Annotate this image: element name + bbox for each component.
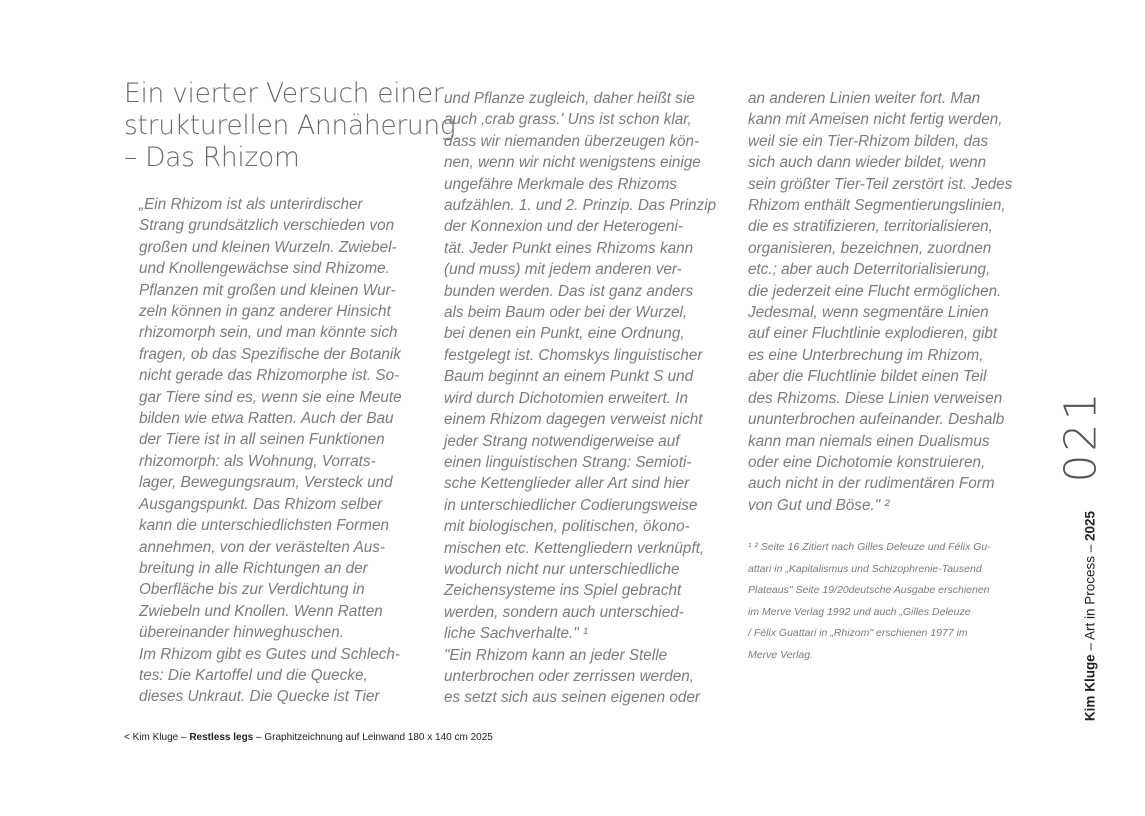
text-line: weil sie ein Tier-Rhizom bilden, das: [748, 132, 989, 150]
text-column-3: [748, 88, 1012, 516]
text-line: aber die Fluchtlinie bildet einen Teil: [748, 368, 987, 386]
text-line: und Knollengewächse sind Rhizome.: [139, 260, 390, 278]
text-line: bilden wie etwa Ratten. Auch der Bau: [139, 410, 394, 428]
text-line: Oberfläche bis zur Verdichtung in: [139, 581, 365, 599]
text-line: "Ein Rhizom kann an jeder Stelle: [444, 646, 668, 664]
text-line: zeln können in ganz anderer Hinsicht: [139, 303, 391, 321]
text-line: tes: Die Kartoffel und die Quecke,: [139, 666, 368, 684]
text-line: des Rhizoms. Diese Linien verweisen: [748, 389, 1003, 407]
text-line: wodurch nicht nur unterschiedliche: [444, 560, 680, 578]
text-line: ununterbrochen aufeinander. Deshalb: [748, 411, 1005, 429]
text-line: festgelegt ist. Chomskys linguistischer: [444, 346, 703, 364]
text-line: der Konnexion und der Heterogeni-: [444, 218, 683, 236]
text-line: auf einer Fluchtlinie explodieren, gibt: [748, 325, 998, 343]
text-line: rhizomorph: als Wohnung, Vorrats-: [139, 452, 376, 470]
text-line: aufzählen. 1. und 2. Prinzip. Das Prinzip: [444, 197, 717, 215]
text-line: der Tiere ist in all seinen Funktionen: [139, 431, 385, 449]
text-line: nen, wenn wir nicht wenigstens einige: [444, 154, 701, 172]
text-line: von Gut und Böse." ²: [748, 496, 890, 514]
text-line: rhizomorph sein, und man könnte sich: [139, 324, 398, 342]
text-line: oder eine Dichotomie konstruieren,: [748, 453, 986, 471]
text-line: unterbrochen oder zerrissen werden,: [444, 667, 694, 685]
footnote-line: ¹ ² Seite 16 Zitiert nach Gilles Deleuze und Félix Gu-: [748, 541, 991, 553]
caption-prefix: < Kim Kluge –: [124, 732, 190, 743]
text-line: die jederzeit eine Flucht ermöglichen.: [748, 282, 1002, 300]
text-line: nicht gerade das Rhizomorphe ist. So-: [139, 367, 400, 385]
caption-suffix: – Graphitzeichnung auf Leinwand 180 x 140 cm 2025: [253, 732, 493, 743]
text-line: Baum beginnt an einem Punkt S und: [444, 368, 694, 386]
text-line: Zeichensysteme ins Spiel gebracht: [444, 582, 682, 600]
text-line: sche Kettenglieder aller Art sind hier: [444, 475, 690, 493]
text-line: liche Sachverhalte." ¹: [444, 625, 589, 643]
heading-line: strukturellen Annäherung: [124, 110, 456, 141]
text-line: kann mit Ameisen nicht fertig werden,: [748, 111, 1003, 129]
text-line: auch nicht in der rudimentären Form: [748, 475, 995, 493]
text-line: es eine Unterbrechung im Rhizom,: [748, 346, 984, 364]
text-line: übereinander hinweghuschen.: [139, 624, 344, 642]
text-line: einem Rhizom dagegen verweist nicht: [444, 411, 703, 429]
text-line: jeder Strang notwendigerweise auf: [444, 432, 680, 450]
page-number: 021: [1055, 389, 1107, 483]
text-line: auch ‚crab grass.' Uns ist schon klar,: [444, 111, 692, 129]
text-line: bunden werden. Das ist ganz anders: [444, 282, 694, 300]
running-head-year: 2025: [1082, 510, 1098, 541]
footnote-line: im Merve Verlag 1992 und auch „Gilles Deleuze: [748, 605, 971, 618]
text-line: an anderen Linien weiter fort. Man: [748, 90, 981, 107]
text-column-1: [139, 194, 402, 708]
text-line: organisieren, bezeichnen, zuordnen: [748, 239, 992, 257]
text-line: bei denen ein Punkt, eine Ordnung,: [444, 325, 685, 343]
heading-line: Ein vierter Versuch einer: [124, 78, 444, 109]
text-line: in unterschiedlicher Codierungsweise: [444, 496, 698, 514]
text-line: und Pflanze zugleich, daher heißt sie: [444, 90, 695, 107]
text-line: (und muss) mit jedem anderen ver-: [444, 261, 682, 279]
footnote-line: attari in „Kapitalismus und Schizophrenie-Tausend: [748, 562, 982, 575]
chapter-heading: [124, 78, 456, 174]
text-line: wird durch Dichotomien erweitert. In: [444, 389, 688, 407]
text-line: Im Rhizom gibt es Gutes und Schlech-: [139, 645, 401, 663]
text-line: mit biologischen, politischen, ökono-: [444, 518, 690, 536]
running-head: [1083, 511, 1098, 721]
text-line: annehmen, von der verästelten Aus-: [139, 538, 386, 556]
text-line: fragen, ob das Spezifische der Botanik: [139, 345, 401, 363]
footnote: [748, 537, 991, 667]
running-head-author: Kim Kluge: [1082, 654, 1098, 722]
text-line: kann die unterschiedlichsten Formen: [139, 517, 389, 535]
text-line: „Ein Rhizom ist als unterirdischer: [139, 196, 363, 213]
text-line: dieses Unkraut. Die Quecke ist Tier: [139, 688, 380, 706]
heading-line: – Das Rhizom: [124, 142, 300, 173]
text-line: tät. Jeder Punkt eines Rhizoms kann: [444, 239, 694, 257]
text-line: als beim Baum oder bei der Wurzel,: [444, 304, 688, 322]
caption-title: Restless legs: [189, 732, 254, 743]
text-line: Rhizom enthält Segmentierungslinien,: [748, 197, 1006, 215]
text-column-2: [444, 88, 716, 709]
footnote-line: / Félix Guattari in „Rhizom" erschienen 1977 im: [748, 627, 968, 640]
text-line: dass wir niemanden überzeugen kön-: [444, 132, 700, 150]
text-line: sich auch dann wieder bildet, wenn: [748, 154, 987, 172]
text-line: die es stratifizieren, territorialisieren,: [748, 218, 993, 236]
footnote-line: Merve Verlag.: [748, 648, 813, 661]
text-line: Ausgangspunkt. Das Rhizom selber: [139, 495, 383, 513]
text-line: werden, sondern auch unterschied-: [444, 603, 684, 621]
image-caption: [124, 732, 493, 743]
text-line: mischen etc. Kettengliedern verknüpft,: [444, 539, 705, 557]
text-line: es setzt sich aus seinen eigenen oder: [444, 689, 700, 707]
text-line: gar Tiere sind es, wenn sie eine Meute: [139, 388, 402, 406]
text-line: breitung in alle Richtungen an der: [139, 559, 368, 577]
text-line: kann man niemals einen Dualismus: [748, 432, 990, 450]
text-line: Strang grundsätzlich verschieden von: [139, 217, 395, 235]
text-line: lager, Bewegungsraum, Versteck und: [139, 474, 393, 492]
text-line: Jedesmal, wenn segmentäre Linien: [748, 304, 989, 322]
text-line: Pflanzen mit großen und kleinen Wur-: [139, 281, 396, 299]
text-line: Zwiebeln und Knollen. Wenn Ratten: [139, 602, 383, 620]
text-line: sein größter Tier-Teil zerstört ist. Jedes: [748, 175, 1013, 193]
text-line: ungefähre Merkmale des Rhizoms: [444, 175, 677, 193]
footnote-line: Plateaus" Seite 19/20deutsche Ausgabe erschienen: [748, 584, 990, 597]
text-line: einen linguistischen Strang: Semioti-: [444, 453, 692, 471]
text-line: etc.; aber auch Deterritorialisierung,: [748, 261, 991, 279]
text-line: großen und kleinen Wurzeln. Zwiebel-: [139, 238, 397, 256]
running-head-middle: – Art in Process –: [1082, 540, 1098, 655]
